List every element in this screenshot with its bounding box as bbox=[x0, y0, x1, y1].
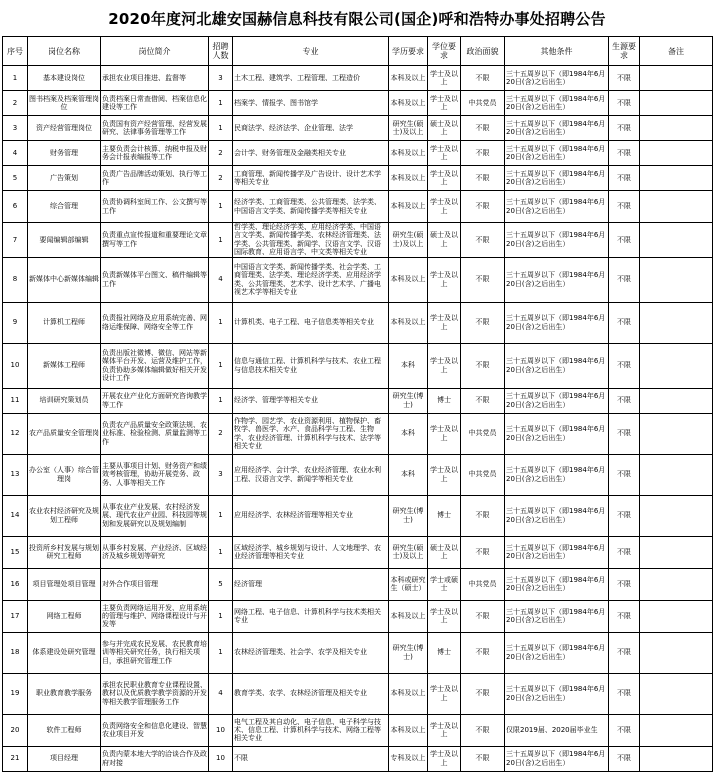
row-no: 2 bbox=[3, 91, 28, 116]
row-count: 1 bbox=[209, 116, 233, 141]
row-count: 1 bbox=[209, 632, 233, 673]
row-count: 2 bbox=[209, 413, 233, 454]
row-other: 三十五周岁以下（即1984年6月20日(含)之后出生） bbox=[505, 343, 609, 388]
row-note bbox=[640, 343, 713, 388]
table-row bbox=[3, 388, 713, 413]
row-major: 应用经济学、农林经济管理等相关专业 bbox=[233, 495, 389, 536]
row-edu: 本科 bbox=[389, 454, 428, 495]
row-source: 不限 bbox=[609, 454, 640, 495]
row-source: 不限 bbox=[609, 600, 640, 632]
row-count: 1 bbox=[209, 495, 233, 536]
row-other: 三十五周岁以下（即1984年6月20日(含)之后出生） bbox=[505, 116, 609, 141]
row-edu: 研究生(硕士)及以上 bbox=[389, 536, 428, 568]
table-row bbox=[3, 66, 713, 91]
row-intro: 负责内蒙本地大学的洽谈合作及政府对接 bbox=[101, 746, 209, 771]
row-name: 农业农村经济研究及规划工程师 bbox=[28, 495, 101, 536]
row-source: 不限 bbox=[609, 91, 640, 116]
row-political: 不限 bbox=[461, 191, 505, 223]
row-note bbox=[640, 302, 713, 343]
row-count: 10 bbox=[209, 714, 233, 746]
row-major: 经济学类、工商管理类、公共管理类、法学类、中国语言文学类、新闻传播学类等相关专业 bbox=[233, 191, 389, 223]
row-no: 5 bbox=[3, 166, 28, 191]
row-no: 12 bbox=[3, 413, 28, 454]
row-other: 三十五周岁以下（即1984年6月20日(含)之后出生） bbox=[505, 632, 609, 673]
row-note bbox=[640, 632, 713, 673]
row-note bbox=[640, 568, 713, 600]
row-other: 三十五周岁以下（即1984年6月20日(含)之后出生） bbox=[505, 302, 609, 343]
row-edu: 本科及以上 bbox=[389, 302, 428, 343]
row-degree: 博士 bbox=[428, 632, 461, 673]
table-row bbox=[3, 343, 713, 388]
header-source: 生源要求 bbox=[609, 37, 640, 66]
row-note bbox=[640, 454, 713, 495]
row-edu: 研究生(硕士)及以上 bbox=[389, 116, 428, 141]
row-edu: 研究生(博士) bbox=[389, 495, 428, 536]
row-count: 4 bbox=[209, 257, 233, 302]
row-intro: 主要负责会计核算、纳税申报及财务会计报表编报等工作 bbox=[101, 141, 209, 166]
row-other: 三十五周岁以下（即1984年6月20日(含)之后出生） bbox=[505, 413, 609, 454]
row-degree: 学士及以上 bbox=[428, 714, 461, 746]
row-count: 5 bbox=[209, 568, 233, 600]
row-political: 不限 bbox=[461, 141, 505, 166]
row-source: 不限 bbox=[609, 191, 640, 223]
row-intro: 承担农民职业教育专业课程设置、教材以及优质教学教学资源的开发等相关教学管理服务工作 bbox=[101, 673, 209, 714]
row-political: 中共党员 bbox=[461, 454, 505, 495]
row-edu: 本科或研究生（硕士） bbox=[389, 568, 428, 600]
row-political: 中共党员 bbox=[461, 568, 505, 600]
row-other: 三十五周岁以下（即1984年6月20日(含)之后出生） bbox=[505, 495, 609, 536]
row-edu: 本科及以上 bbox=[389, 714, 428, 746]
row-source: 不限 bbox=[609, 746, 640, 771]
row-political: 不限 bbox=[461, 632, 505, 673]
row-other: 三十五周岁以下（即1984年6月20日(含)之后出生） bbox=[505, 600, 609, 632]
row-political: 不限 bbox=[461, 673, 505, 714]
row-no: 15 bbox=[3, 536, 28, 568]
row-degree: 博士 bbox=[428, 388, 461, 413]
row-note bbox=[640, 166, 713, 191]
row-political: 不限 bbox=[461, 223, 505, 258]
row-degree: 学士及以上 bbox=[428, 413, 461, 454]
row-intro: 负责新媒体平台图文、稿件编辑等工作 bbox=[101, 257, 209, 302]
row-political: 不限 bbox=[461, 66, 505, 91]
row-political: 不限 bbox=[461, 116, 505, 141]
row-edu: 本科及以上 bbox=[389, 257, 428, 302]
row-no: 14 bbox=[3, 495, 28, 536]
row-count: 3 bbox=[209, 66, 233, 91]
row-note bbox=[640, 141, 713, 166]
row-no: 4 bbox=[3, 141, 28, 166]
row-count: 1 bbox=[209, 343, 233, 388]
row-degree: 硕士及以上 bbox=[428, 116, 461, 141]
row-edu: 本科及以上 bbox=[389, 91, 428, 116]
row-name: 基本建设岗位 bbox=[28, 66, 101, 91]
row-intro: 对外合作项目管理 bbox=[101, 568, 209, 600]
table-row bbox=[3, 568, 713, 600]
row-major: 工商管理、新闻传播学及广告设计、设计艺术学等相关专业 bbox=[233, 166, 389, 191]
row-other: 三十五周岁以下（即1984年6月20日(含)之后出生） bbox=[505, 536, 609, 568]
row-degree: 学士及以上 bbox=[428, 66, 461, 91]
table-row bbox=[3, 600, 713, 632]
row-political: 不限 bbox=[461, 746, 505, 771]
row-edu: 本科及以上 bbox=[389, 166, 428, 191]
row-source: 不限 bbox=[609, 223, 640, 258]
header-major: 专业 bbox=[233, 37, 389, 66]
row-edu: 研究生(博士) bbox=[389, 632, 428, 673]
row-intro: 负责协调科室间工作、公文撰写等工作 bbox=[101, 191, 209, 223]
row-edu: 本科 bbox=[389, 413, 428, 454]
row-intro: 从事乡村发展、产业经济、区域经济及城乡规划等研究 bbox=[101, 536, 209, 568]
row-source: 不限 bbox=[609, 632, 640, 673]
row-degree: 学士及以上 bbox=[428, 191, 461, 223]
row-name: 网络工程师 bbox=[28, 600, 101, 632]
row-intro: 主要负责网络运用开发、应用系统的管理与维护、网络课程设计与开发等 bbox=[101, 600, 209, 632]
row-note bbox=[640, 746, 713, 771]
header-political: 政治面貌 bbox=[461, 37, 505, 66]
row-intro: 参与并完成农民发展、农民教育培训等相关研究任务，执行相关项目，承担研究管理工作 bbox=[101, 632, 209, 673]
row-source: 不限 bbox=[609, 388, 640, 413]
row-political: 中共党员 bbox=[461, 413, 505, 454]
row-no: 21 bbox=[3, 746, 28, 771]
row-count: 4 bbox=[209, 673, 233, 714]
row-note bbox=[640, 91, 713, 116]
row-source: 不限 bbox=[609, 495, 640, 536]
row-source: 不限 bbox=[609, 141, 640, 166]
row-other: 三十五周岁以下（即1984年6月20日(含)之后出生） bbox=[505, 91, 609, 116]
row-political: 中共党员 bbox=[461, 91, 505, 116]
row-no: 6 bbox=[3, 191, 28, 223]
row-edu: 本科 bbox=[389, 343, 428, 388]
row-degree: 学士及以上 bbox=[428, 257, 461, 302]
row-edu: 专科及以上 bbox=[389, 746, 428, 771]
row-political: 不限 bbox=[461, 388, 505, 413]
row-no: 7 bbox=[3, 223, 28, 258]
row-political: 不限 bbox=[461, 495, 505, 536]
row-degree: 学士及以上 bbox=[428, 302, 461, 343]
row-note bbox=[640, 191, 713, 223]
header-intro: 岗位简介 bbox=[101, 37, 209, 66]
row-note bbox=[640, 413, 713, 454]
row-intro: 负责出版社微博、微信、网站等新媒体平台开发、运营及维护工作，负责协助多媒体编辑做好相关开发设计工作 bbox=[101, 343, 209, 388]
row-other: 三十五周岁以下（即1984年6月20日(含)之后出生） bbox=[505, 257, 609, 302]
row-major: 信息与通信工程、计算机科学与技术、农业工程与信息技术相关专业 bbox=[233, 343, 389, 388]
row-major: 应用经济学、会计学、农业经济管理、农业水利工程、汉语言文学、新闻学等相关专业 bbox=[233, 454, 389, 495]
header-no: 序号 bbox=[3, 37, 28, 66]
table-row bbox=[3, 257, 713, 302]
row-other: 三十五周岁以下（即1984年6月20日(含)之后出生） bbox=[505, 66, 609, 91]
row-edu: 本科及以上 bbox=[389, 191, 428, 223]
row-count: 1 bbox=[209, 191, 233, 223]
row-source: 不限 bbox=[609, 302, 640, 343]
row-major: 计算机类、电子工程、电子信息类等相关专业 bbox=[233, 302, 389, 343]
row-note bbox=[640, 600, 713, 632]
row-note bbox=[640, 714, 713, 746]
row-no: 13 bbox=[3, 454, 28, 495]
row-degree: 学士及以上 bbox=[428, 166, 461, 191]
row-intro: 负责农产品质量安全政策法规、农业标准、检验检测、质量监测等工作 bbox=[101, 413, 209, 454]
row-source: 不限 bbox=[609, 66, 640, 91]
row-degree: 学士及以上 bbox=[428, 600, 461, 632]
row-degree: 学士及以上 bbox=[428, 141, 461, 166]
table-row bbox=[3, 632, 713, 673]
row-other: 三十五周岁以下（即1984年6月20日(含)之后出生） bbox=[505, 166, 609, 191]
row-note bbox=[640, 116, 713, 141]
recruitment-table bbox=[2, 36, 713, 772]
row-edu: 研究生(博士) bbox=[389, 388, 428, 413]
row-edu: 研究生(硕士)及以上 bbox=[389, 223, 428, 258]
row-edu: 本科及以上 bbox=[389, 66, 428, 91]
row-degree: 学士或硕士 bbox=[428, 568, 461, 600]
row-other: 三十五周岁以下（即1984年6月20日(含)之后出生） bbox=[505, 746, 609, 771]
row-major: 经济管理 bbox=[233, 568, 389, 600]
row-edu: 本科及以上 bbox=[389, 673, 428, 714]
row-count: 1 bbox=[209, 536, 233, 568]
row-degree: 学士及以上 bbox=[428, 454, 461, 495]
row-count: 2 bbox=[209, 166, 233, 191]
row-other: 三十五周岁以下（即1984年6月20日(含)之后出生） bbox=[505, 223, 609, 258]
table-row bbox=[3, 302, 713, 343]
row-no: 1 bbox=[3, 66, 28, 91]
row-name: 办公室（人事）综合管理岗 bbox=[28, 454, 101, 495]
table-row bbox=[3, 141, 713, 166]
row-name: 农产品质量安全管理岗 bbox=[28, 413, 101, 454]
row-other: 三十五周岁以下（即1984年6月20日(含)之后出生） bbox=[505, 141, 609, 166]
row-source: 不限 bbox=[609, 166, 640, 191]
row-no: 3 bbox=[3, 116, 28, 141]
row-no: 11 bbox=[3, 388, 28, 413]
row-degree: 硕士及以上 bbox=[428, 536, 461, 568]
row-count: 2 bbox=[209, 141, 233, 166]
table-row bbox=[3, 495, 713, 536]
table-row bbox=[3, 191, 713, 223]
row-intro: 开展农业产业化方面研究咨询教学等工作 bbox=[101, 388, 209, 413]
row-intro: 负责报社网络及应用系统完善、网络运维保障、网络安全等工作 bbox=[101, 302, 209, 343]
row-no: 9 bbox=[3, 302, 28, 343]
row-name: 体系建设处研究管理 bbox=[28, 632, 101, 673]
row-count: 1 bbox=[209, 223, 233, 258]
row-intro: 负责网络安全和信息化建设、智慧农业项目开发 bbox=[101, 714, 209, 746]
row-name: 项目经理 bbox=[28, 746, 101, 771]
table-row bbox=[3, 116, 713, 141]
table-row bbox=[3, 166, 713, 191]
row-degree: 学士及以上 bbox=[428, 91, 461, 116]
row-major: 电气工程及其自动化、电子信息、电子科学与技术、信息工程、计算机科学与技术、网络工程等相关专业 bbox=[233, 714, 389, 746]
row-source: 不限 bbox=[609, 413, 640, 454]
row-name: 综合管理 bbox=[28, 191, 101, 223]
row-name: 图书档案及档案管理岗位 bbox=[28, 91, 101, 116]
row-intro: 从事农业产业发展、农村经济发展、现代农业产业园、科技园等规划和发展研究以及规划编制 bbox=[101, 495, 209, 536]
table-row bbox=[3, 454, 713, 495]
row-political: 不限 bbox=[461, 714, 505, 746]
table-header-row bbox=[3, 37, 713, 66]
table-row bbox=[3, 673, 713, 714]
row-edu: 本科及以上 bbox=[389, 141, 428, 166]
row-other: 三十五周岁以下（即1984年6月20日(含)之后出生） bbox=[505, 568, 609, 600]
row-political: 不限 bbox=[461, 166, 505, 191]
table-row bbox=[3, 91, 713, 116]
row-intro: 负责档案日常查借阅、档案信息化建设等工作 bbox=[101, 91, 209, 116]
row-major: 中国语言文学类、新闻传播学类、社会学类、工商管理类、法学类、理论经济学类、应用经济学类、公共管理类、艺术学、设计艺术学、广播电视艺术学等相关专业 bbox=[233, 257, 389, 302]
header-other: 其他条件 bbox=[505, 37, 609, 66]
row-political: 不限 bbox=[461, 302, 505, 343]
row-no: 17 bbox=[3, 600, 28, 632]
row-source: 不限 bbox=[609, 714, 640, 746]
header-name: 岗位名称 bbox=[28, 37, 101, 66]
table-row bbox=[3, 746, 713, 771]
row-no: 16 bbox=[3, 568, 28, 600]
row-intro: 承担农业项目推进、监督等 bbox=[101, 66, 209, 91]
row-major: 作物学、园艺学、农业资源利用、植物保护、畜牧学、兽医学、水产、食品科学与工程、生物学、农业经济管理、计算机科学与技术、法学等相关专业 bbox=[233, 413, 389, 454]
header-count: 招聘人数 bbox=[209, 37, 233, 66]
row-intro: 负责国有资产经营管理、经营发展研究、法律事务管理等工作 bbox=[101, 116, 209, 141]
row-intro: 主要从事项目计划、财务资产和绩效考核管理，协助开展党务、政务、人事等相关工作 bbox=[101, 454, 209, 495]
header-note: 备注 bbox=[640, 37, 713, 66]
row-degree: 硕士及以上 bbox=[428, 223, 461, 258]
table-row bbox=[3, 536, 713, 568]
page-title: 2020年度河北雄安国赫信息科技有限公司(国企)呼和浩特办事处招聘公告 bbox=[108, 9, 606, 28]
row-source: 不限 bbox=[609, 673, 640, 714]
row-name: 职业教育教学服务 bbox=[28, 673, 101, 714]
row-name: 要闻编辑部编辑 bbox=[28, 223, 101, 258]
row-edu: 本科及以上 bbox=[389, 600, 428, 632]
row-count: 1 bbox=[209, 600, 233, 632]
row-other: 三十五周岁以下（即1984年6月20日(含)之后出生） bbox=[505, 191, 609, 223]
row-no: 18 bbox=[3, 632, 28, 673]
row-count: 1 bbox=[209, 388, 233, 413]
row-degree: 学士及以上 bbox=[428, 746, 461, 771]
row-name: 新媒体工程师 bbox=[28, 343, 101, 388]
row-note bbox=[640, 536, 713, 568]
row-degree: 学士及以上 bbox=[428, 343, 461, 388]
row-major: 土木工程、建筑学、工程管理、工程造价 bbox=[233, 66, 389, 91]
row-count: 3 bbox=[209, 454, 233, 495]
row-name: 培训研究策划员 bbox=[28, 388, 101, 413]
row-no: 20 bbox=[3, 714, 28, 746]
row-major: 经济学、管理学等相关专业 bbox=[233, 388, 389, 413]
row-major: 不限 bbox=[233, 746, 389, 771]
row-note bbox=[640, 673, 713, 714]
row-major: 农林经济管理类、社会学、农学及相关专业 bbox=[233, 632, 389, 673]
row-other: 仅限2019届、2020届毕业生 bbox=[505, 714, 609, 746]
row-note bbox=[640, 66, 713, 91]
row-no: 8 bbox=[3, 257, 28, 302]
row-political: 不限 bbox=[461, 343, 505, 388]
table-row bbox=[3, 714, 713, 746]
row-source: 不限 bbox=[609, 343, 640, 388]
row-note bbox=[640, 388, 713, 413]
row-other: 三十五周岁以下（即1984年6月20日(含)之后出生） bbox=[505, 673, 609, 714]
row-degree: 博士 bbox=[428, 495, 461, 536]
table-row bbox=[3, 413, 713, 454]
row-other: 三十五周岁以下（即1984年6月20日(含)之后出生） bbox=[505, 454, 609, 495]
row-other: 三十五周岁以下（即1984年6月20日(含)之后出生） bbox=[505, 388, 609, 413]
row-name: 资产经营管理岗位 bbox=[28, 116, 101, 141]
row-major: 民商法学、经济法学、企业管理、法学 bbox=[233, 116, 389, 141]
row-intro: 负责重点宣传报道和重要理论文章撰写等工作 bbox=[101, 223, 209, 258]
row-name: 新媒体中心新媒体编辑 bbox=[28, 257, 101, 302]
row-major: 区域经济学、城乡规划与设计、人文地理学、农业经济管理等相关专业 bbox=[233, 536, 389, 568]
row-name: 项目管理处项目管理 bbox=[28, 568, 101, 600]
row-name: 投资所乡村发展与规划研究工程师 bbox=[28, 536, 101, 568]
row-intro: 负责广告品牌活动策划、执行等工作 bbox=[101, 166, 209, 191]
row-count: 10 bbox=[209, 746, 233, 771]
row-source: 不限 bbox=[609, 116, 640, 141]
row-source: 不限 bbox=[609, 257, 640, 302]
row-degree: 学士及以上 bbox=[428, 673, 461, 714]
row-source: 不限 bbox=[609, 568, 640, 600]
row-political: 不限 bbox=[461, 536, 505, 568]
row-count: 1 bbox=[209, 91, 233, 116]
row-note bbox=[640, 223, 713, 258]
row-name: 广告策划 bbox=[28, 166, 101, 191]
row-note bbox=[640, 257, 713, 302]
header-degree: 学位要求 bbox=[428, 37, 461, 66]
row-no: 19 bbox=[3, 673, 28, 714]
row-name: 计算机工程师 bbox=[28, 302, 101, 343]
row-count: 1 bbox=[209, 302, 233, 343]
row-major: 档案学、情报学、图书馆学 bbox=[233, 91, 389, 116]
row-major: 教育学类、农学、农林经济管理及相关专业 bbox=[233, 673, 389, 714]
row-major: 会计学、财务管理及金融类相关专业 bbox=[233, 141, 389, 166]
row-name: 软件工程师 bbox=[28, 714, 101, 746]
row-no: 10 bbox=[3, 343, 28, 388]
row-name: 财务管理 bbox=[28, 141, 101, 166]
header-edu: 学历要求 bbox=[389, 37, 428, 66]
row-source: 不限 bbox=[609, 536, 640, 568]
table-row bbox=[3, 223, 713, 258]
row-political: 不限 bbox=[461, 257, 505, 302]
row-major: 网络工程、电子信息、计算机科学与技术类相关专业 bbox=[233, 600, 389, 632]
row-note bbox=[640, 495, 713, 536]
row-political: 不限 bbox=[461, 600, 505, 632]
row-major: 哲学类、理论经济学类、应用经济学类、中国语言文学类、新闻传播学类、农林经济管理类、法学类、公共管理类、新闻学、汉语言文学、汉语国际教育、应用语言学、中文类等相关专业 bbox=[233, 223, 389, 258]
